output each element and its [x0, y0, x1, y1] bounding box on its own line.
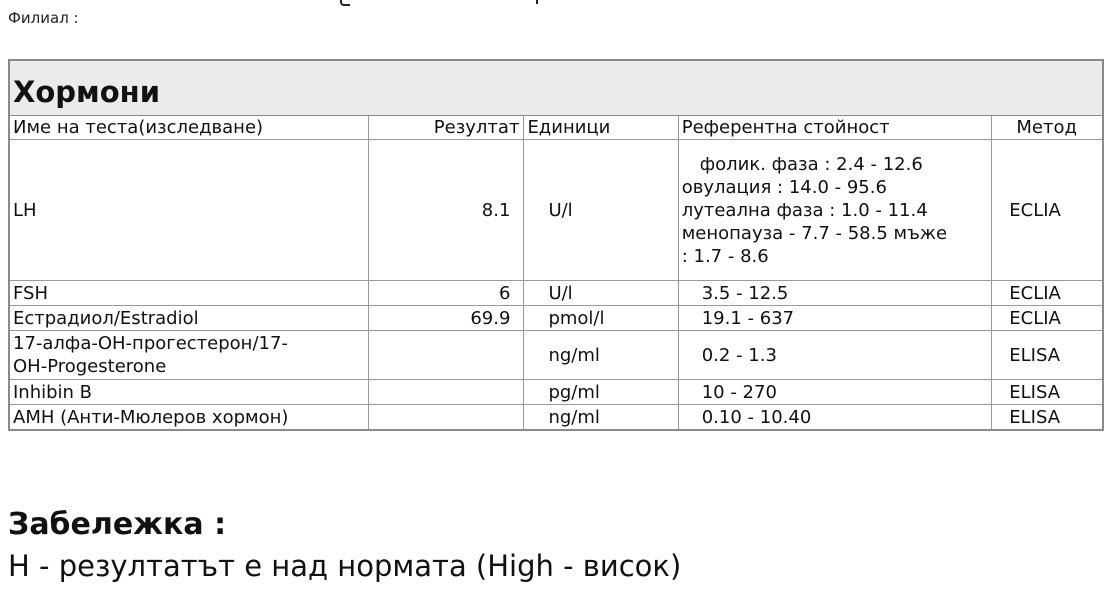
test-name-line: 17-алфа-OH-прогестерон/17- — [13, 333, 288, 354]
table-row — [9, 306, 1103, 331]
test-reference: 0.2 - 1.3 — [678, 331, 992, 380]
test-reference: 0.10 - 10.40 — [678, 405, 992, 431]
test-name-line: OH-Progesterone — [13, 356, 167, 377]
col-header-units: Единици — [524, 116, 678, 140]
test-method: ECLIA — [992, 306, 1103, 331]
test-result: 8.1 — [369, 140, 524, 281]
test-reference: 3.5 - 12.5 — [678, 281, 992, 306]
test-units: pg/ml — [524, 380, 678, 405]
section-title: Хормони — [9, 60, 1103, 116]
table-row — [9, 380, 1103, 405]
test-reference: 19.1 - 637 — [678, 306, 992, 331]
table-row — [9, 281, 1103, 306]
cropped-glyph — [340, 0, 350, 6]
test-units: ng/ml — [524, 331, 678, 380]
col-header-reference: Референтна стойност — [678, 116, 992, 140]
test-name: LH — [9, 140, 369, 281]
table-row — [9, 140, 1103, 281]
test-method: ELISA — [992, 380, 1103, 405]
reference-line: менопауза - 7.7 - 58.5 мъже — [681, 222, 948, 244]
branch-label: Филиал : — [8, 9, 79, 27]
test-units: U/l — [524, 281, 678, 306]
test-result: 6 — [369, 281, 524, 306]
cropped-header-text — [0, 0, 1119, 8]
test-method: ELISA — [992, 405, 1103, 431]
test-name: Inhibin B — [9, 380, 369, 405]
note-text: H - резултатът е над нормата (High - висок) — [8, 549, 682, 583]
test-name — [9, 331, 369, 380]
test-method: ECLIA — [992, 140, 1103, 281]
test-name: AMH (Анти-Мюлеров хормон) — [9, 405, 369, 431]
test-result — [369, 405, 524, 431]
table-row — [9, 331, 1103, 380]
reference-line: овулация : 14.0 - 95.6 — [681, 176, 887, 198]
reference-line: : 1.7 - 8.6 — [681, 245, 769, 267]
test-result — [369, 331, 524, 380]
test-result: 69.9 — [369, 306, 524, 331]
test-result — [369, 380, 524, 405]
test-reference: 10 - 270 — [678, 380, 992, 405]
note-title: Забележка : — [8, 507, 227, 542]
col-header-result: Резултат — [369, 116, 524, 140]
test-units: ng/ml — [524, 405, 678, 431]
reference-line: лутеална фаза : 1.0 - 11.4 — [681, 199, 928, 221]
hormones-table — [8, 59, 1104, 431]
test-reference — [678, 140, 992, 281]
test-units: pmol/l — [524, 306, 678, 331]
reference-line: фолик. фаза : 2.4 - 12.6 — [699, 153, 923, 175]
cropped-glyph — [536, 0, 548, 4]
test-name: Естрадиол/Estradiol — [9, 306, 369, 331]
section-title-row — [9, 60, 1103, 116]
test-method: ELISA — [992, 331, 1103, 380]
test-name: FSH — [9, 281, 369, 306]
test-units: U/l — [524, 140, 678, 281]
header-row — [9, 116, 1103, 140]
col-header-name: Име на теста(изследване) — [9, 116, 369, 140]
test-method: ECLIA — [992, 281, 1103, 306]
table-row — [9, 405, 1103, 431]
col-header-method: Метод — [992, 116, 1103, 140]
